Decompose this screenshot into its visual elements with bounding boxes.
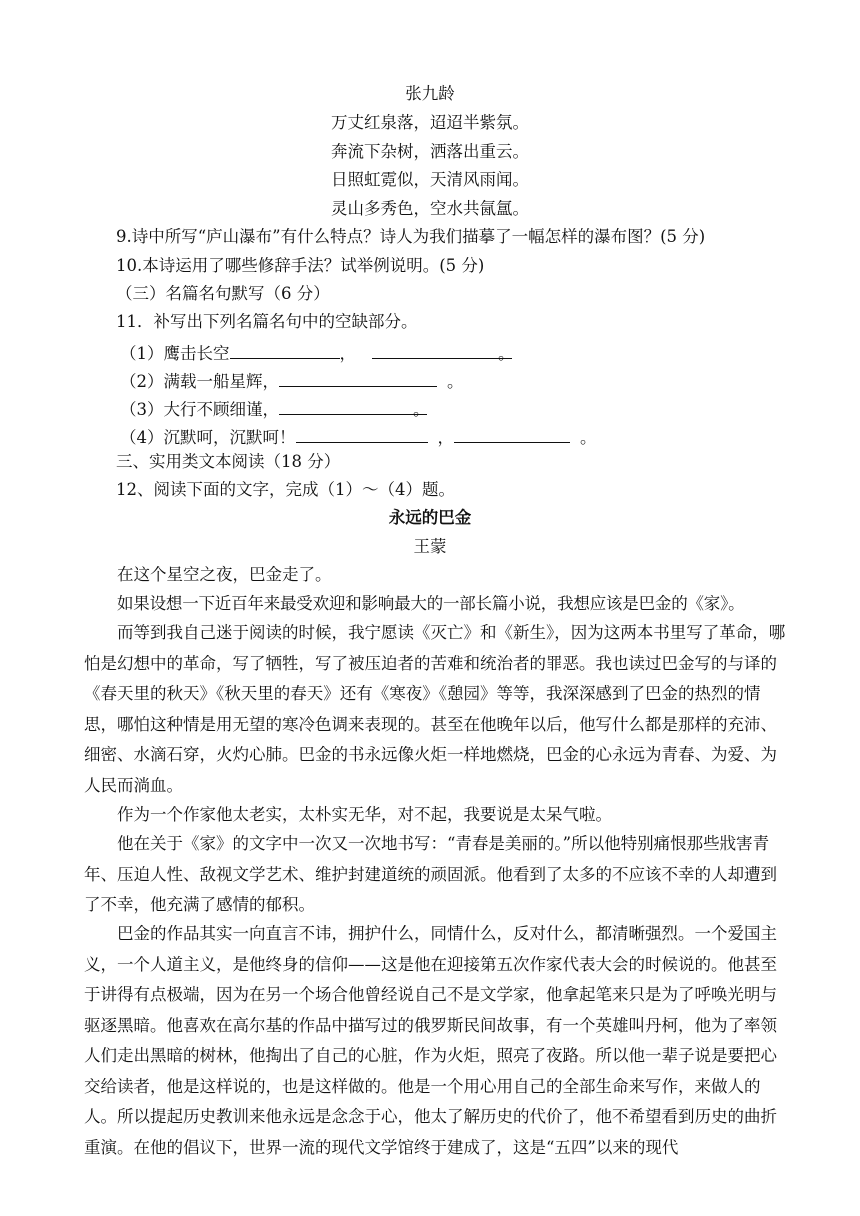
fill-blank-4a[interactable] (296, 424, 428, 443)
fill-item-3 (120, 396, 430, 420)
question-11: 11．补写出下列名篇名句中的空缺部分。 (116, 312, 418, 331)
fill-item-1 (120, 340, 515, 364)
question-12: 12、阅读下面的文字，完成（1）～（4）题。 (116, 480, 455, 499)
fill-item-4 (120, 424, 597, 448)
article-paragraph-2: 如果设想一下近百年来最受欢迎和影响最大的一部长篇小说，我想应该是巴金的《家》。 (117, 594, 745, 613)
part-3-heading: 三、实用类文本阅读（18 分） (116, 452, 341, 471)
fill-item-4-prefix: （4）沉默呵，沉默呵！ (120, 428, 296, 447)
article-paragraph-1: 在这个星空之夜，巴金走了。 (117, 565, 332, 584)
fill-item-1-sep: ， (339, 344, 356, 363)
fill-blank-3[interactable] (279, 396, 427, 415)
question-9: 9.诗中所写“庐山瀑布”有什么特点？诗人为我们描摹了一幅怎样的瀑布图？(5 分) (116, 227, 706, 246)
fill-blank-2[interactable] (279, 368, 437, 387)
article-paragraph-5: 他在关于《家》的文字中一次又一次地书写：“青春是美丽的。”所以他特别痛恨那些戕害青年、压迫人性、敌视文学艺术、维护封建道统的顽固派。他看到了太多的不应该不幸的人却遭到了不幸，他充满了感情的郁积。 (84, 834, 777, 914)
fill-item-2 (120, 368, 464, 392)
fill-item-3-prefix: （3）大行不顾细谨， (120, 400, 279, 419)
fill-blank-1b[interactable] (372, 340, 512, 359)
article-paragraph-6: 巴金的作品其实一向直言不讳，拥护什么，同情什么，反对什么，都清晰强烈。一个爱国主义，一个人道主义，是他终身的信仰——这是他在迎接第五次作家代表大会的时候说的。他甚至于讲得有点极端，因为在另一个场合他曾经说自己不是文学家，他拿起笔来只是为了呼唤光明与驱逐黑暗。他喜欢在高尔基的作品中描写过的俄罗斯民间故事，有一个英雄叫丹柯，他为了率领人们走出黑暗的树林，他掏出了自己的心脏，作为火炬，照亮了夜路。所以他一辈子说是要把心交给读者，他是这样说的，也是这样做的。他是一个用心用自己的全部生命来写作，来做人的人。所以提起历史教训来他永远是念念于心，他太了解历史的代价了，他不希望看到历史的曲折重演。在他的倡议下，世界一流的现代文学馆终于建成了，这是“五四”以来的现代 (84, 924, 777, 1157)
article-title: 永远的巴金 (388, 508, 472, 527)
fill-blank-4b[interactable] (454, 424, 570, 443)
fill-item-2-end: 。 (447, 372, 464, 391)
question-10: 10.本诗运用了哪些修辞手法？试举例说明。(5 分) (116, 256, 485, 275)
poem-line-2: 奔流下杂树，洒落出重云。 (331, 142, 529, 161)
poem-author: 张九龄 (405, 84, 455, 103)
fill-blank-1a[interactable] (230, 340, 340, 359)
article-author: 王蒙 (413, 537, 447, 556)
fill-item-4-sep: ， (437, 428, 454, 447)
poem-line-1: 万丈红泉落，迢迢半紫氛。 (331, 113, 529, 132)
poem-line-4: 灵山多秀色，空水共氤氲。 (331, 199, 529, 218)
fill-item-1-end: 。 (498, 344, 515, 363)
section-3-heading: （三）名篇名句默写（6 分） (116, 284, 330, 303)
fill-item-2-prefix: （2）满载一船星辉， (120, 372, 279, 391)
article-paragraph-4: 作为一个作家他太老实，太朴实无华，对不起，我要说是太呆气啦。 (117, 805, 612, 824)
fill-item-4-end: 。 (580, 428, 597, 447)
fill-item-1-prefix: （1）鹰击长空 (120, 344, 230, 363)
poem-line-3: 日照虹霓似，天清风雨闻。 (331, 170, 529, 189)
fill-item-3-end: 。 (413, 400, 430, 419)
article-paragraph-3: 而等到我自己迷于阅读的时候，我宁愿读《灭亡》和《新生》，因为这两本书里写了革命，哪怕是幻想中的革命，写了牺牲，写了被压迫者的苦难和统治者的罪恶。我也读过巴金写的与译的《春天里的秋天》《秋天里的春天》还有《寒夜》《憩园》等等，我深深感到了巴金的热烈的情思，哪怕这种情是用无望的寒冷色调来表现的。甚至在他晚年以后，他写什么都是那样的充沛、细密、水滴石穿，火灼心肺。巴金的书永远像火炬一样地燃烧，巴金的心永远为青春、为爱、为人民而淌血。 (84, 623, 786, 795)
